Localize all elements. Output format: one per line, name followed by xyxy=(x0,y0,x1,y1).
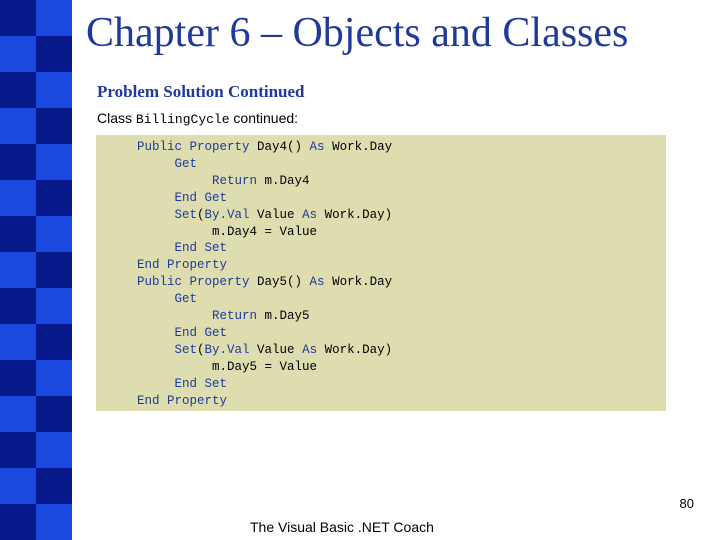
code-keyword: Get xyxy=(137,156,198,171)
decorative-checker-strip xyxy=(0,0,72,540)
code-keyword: End Property xyxy=(137,258,228,273)
class-name: BillingCycle xyxy=(135,112,230,127)
code-text: Day4() xyxy=(249,140,310,154)
checker-cell xyxy=(0,468,36,504)
code-line xyxy=(137,191,227,205)
checker-cell xyxy=(36,324,72,360)
checker-cell xyxy=(36,252,72,288)
checker-cell xyxy=(0,108,36,144)
code-keyword: Set xyxy=(137,207,198,222)
code-text: m.Day4 xyxy=(257,173,310,188)
checker-cell xyxy=(36,108,72,144)
code-keyword: As xyxy=(309,140,325,154)
checker-cell xyxy=(36,360,72,396)
slide-title: Chapter 6 – Objects and Classes xyxy=(86,10,629,56)
checker-cell xyxy=(0,180,36,216)
code-line xyxy=(137,140,392,154)
code-line xyxy=(137,275,392,289)
class-suffix: continued: xyxy=(229,110,299,126)
checker-cell xyxy=(0,396,36,432)
code-keyword: By.Val xyxy=(204,342,250,357)
code-keyword: Public Property xyxy=(137,275,250,290)
code-keyword: End Get xyxy=(137,190,228,205)
code-line xyxy=(137,326,227,340)
code-keyword: End Set xyxy=(137,241,228,256)
slide-subtitle: Problem Solution Continued xyxy=(97,82,305,101)
code-text: Work.Day xyxy=(324,140,393,154)
code-text: Value xyxy=(249,342,303,357)
code-text: Work.Day) xyxy=(317,207,393,222)
code-line xyxy=(137,292,197,306)
code-keyword: As xyxy=(302,207,318,222)
checker-cell xyxy=(36,216,72,252)
code-text: Work.Day) xyxy=(317,342,393,357)
page-number: 80 xyxy=(679,496,694,511)
code-text: m.Day5 = Value xyxy=(137,359,318,374)
code-line xyxy=(137,157,197,171)
code-text: m.Day5 xyxy=(257,309,310,324)
checker-cell xyxy=(0,36,36,72)
checker-cell xyxy=(36,396,72,432)
code-keyword: End Property xyxy=(137,393,228,408)
code-text: ( xyxy=(197,207,205,222)
class-description xyxy=(97,110,298,127)
code-keyword: End Get xyxy=(137,325,228,340)
checker-cell xyxy=(36,0,72,36)
code-line xyxy=(137,174,310,188)
class-prefix: Class xyxy=(97,110,136,126)
checker-cell xyxy=(36,504,72,540)
checker-cell xyxy=(36,468,72,504)
code-line xyxy=(137,258,227,272)
code-line xyxy=(137,377,227,391)
checker-cell xyxy=(0,324,36,360)
checker-cell xyxy=(36,432,72,468)
checker-cell xyxy=(36,144,72,180)
code-text: Day5() xyxy=(249,275,310,290)
code-line xyxy=(137,225,317,239)
code-block xyxy=(137,139,392,410)
code-text: m.Day4 = Value xyxy=(137,224,318,239)
code-line xyxy=(137,309,310,323)
code-keyword: As xyxy=(302,342,318,357)
checker-cell xyxy=(0,72,36,108)
code-keyword: By.Val xyxy=(204,207,250,222)
code-text: Value xyxy=(249,207,303,222)
checker-cell xyxy=(0,252,36,288)
code-keyword: Return xyxy=(137,309,258,324)
footer-text: The Visual Basic .NET Coach xyxy=(250,519,434,535)
code-line xyxy=(137,343,392,357)
code-keyword: Return xyxy=(137,173,258,188)
checker-cell xyxy=(36,72,72,108)
code-line xyxy=(137,241,227,255)
code-line xyxy=(137,394,227,408)
code-line xyxy=(137,208,392,222)
code-keyword: Get xyxy=(137,292,198,307)
checker-cell xyxy=(36,180,72,216)
code-keyword: End Set xyxy=(137,376,228,391)
checker-cell xyxy=(0,432,36,468)
code-keyword: Set xyxy=(137,342,198,357)
checker-cell xyxy=(36,36,72,72)
code-line xyxy=(137,360,317,374)
checker-cell xyxy=(36,288,72,324)
checker-cell xyxy=(0,144,36,180)
checker-cell xyxy=(0,288,36,324)
code-text: ( xyxy=(197,342,205,357)
checker-cell xyxy=(0,216,36,252)
checker-cell xyxy=(0,504,36,540)
code-keyword: As xyxy=(309,275,325,290)
checker-cell xyxy=(0,360,36,396)
code-keyword: Public Property xyxy=(137,140,250,154)
checker-cell xyxy=(0,0,36,36)
code-text: Work.Day xyxy=(324,275,393,290)
